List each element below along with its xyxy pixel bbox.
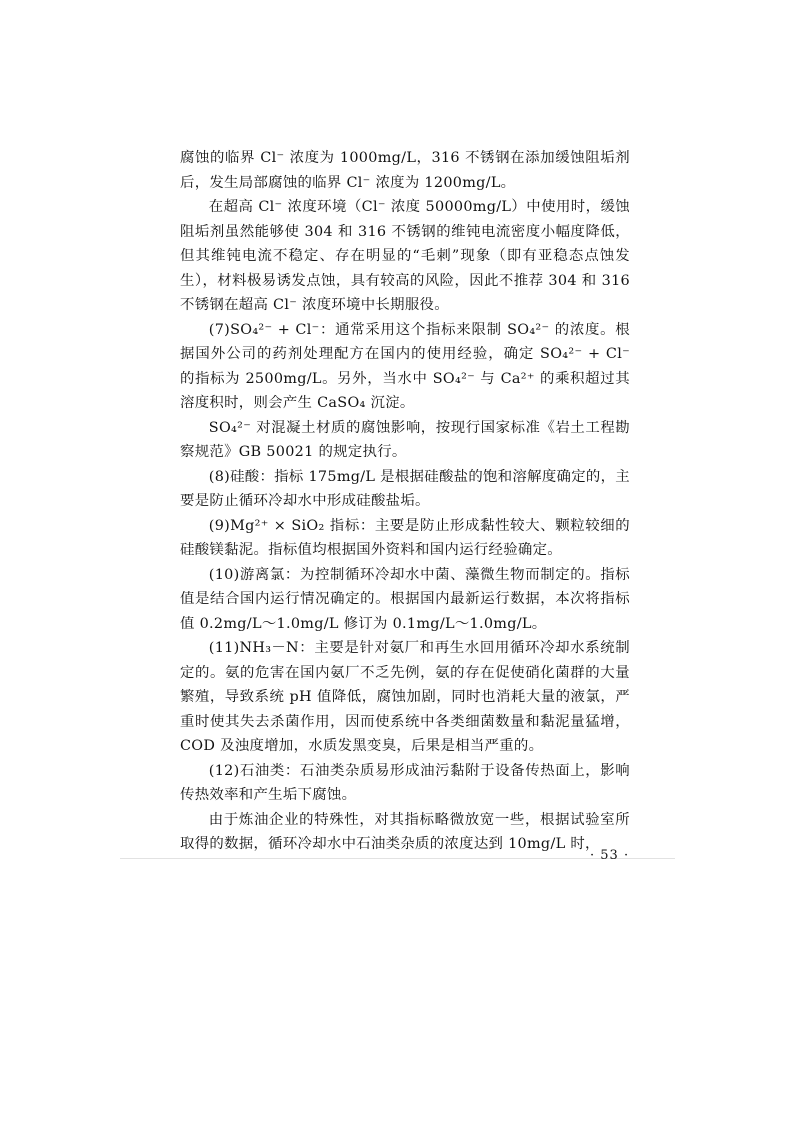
paragraph-3: (7)SO₄²⁻ + Cl⁻：通常采用这个指标来限制 SO₄²⁻ 的浓度。根据国外公司的药剂处理配方在国内的使用经验，确定 SO₄²⁻ + Cl⁻ 的指标为 2500mg/L。另外，当水中 SO₄²⁻ 与 Ca²⁺ 的乘积超过其溶度积时，则会产生 CaSO₄ 沉淀。 [180, 321, 630, 411]
paragraph-5: (8)硅酸：指标 175mg/L 是根据硅酸盐的饱和溶解度确定的，主要是防止循环冷却水中形成硅酸盐垢。 [180, 468, 630, 509]
page-number: · 53 · [590, 848, 630, 863]
paragraph-1: 腐蚀的临界 Cl⁻ 浓度为 1000mg/L，316 不锈钢在添加缓蚀阻垢剂后，发生局部腐蚀的临界 Cl⁻ 浓度为 1200mg/L。 [180, 150, 630, 191]
paragraph-10: 由于炼油企业的特殊性，对其指标略微放宽一些，根据试验室所取得的数据，循环冷却水中石油类杂质的浓度达到 10mg/L 时， [180, 811, 630, 852]
paragraph-2: 在超高 Cl⁻ 浓度环境（Cl⁻ 浓度 50000mg/L）中使用时，缓蚀阻垢剂虽然能够使 304 和 316 不锈钢的维钝电流密度小幅度降低，但其维钝电流不稳定、存在明显的“毛刺”现象（即有亚稳态点蚀发生），材料极易诱发点蚀，具有较高的风险，因此不推荐 304 和 316 不锈钢在超高 Cl⁻ 浓度环境中长期服役。 [180, 199, 630, 313]
paragraph-9: (12)石油类：石油类杂质易形成油污黏附于设备传热面上，影响传热效率和产生垢下腐蚀。 [180, 762, 630, 803]
paragraph-6: (9)Mg²⁺ × SiO₂ 指标：主要是防止形成黏性较大、颗粒较细的硅酸镁黏泥。指标值均根据国外资料和国内运行经验确定。 [180, 517, 630, 558]
paragraph-7: (10)游离氯：为控制循环冷却水中菌、藻微生物而制定的。指标值是结合国内运行情况确定的。根据国内最新运行数据，本次将指标值 0.2mg/L～1.0mg/L 修订为 0.1mg/L～1.0mg/L。 [180, 566, 630, 632]
paragraph-8: (11)NH₃－N：主要是针对氨厂和再生水回用循环冷却水系统制定的。氨的危害在国内氨厂不乏先例，氨的存在促使硝化菌群的大量繁殖，导致系统 pH 值降低，腐蚀加剧，同时也消耗大量的液氯，严重时使其失去杀菌作用，因而使系统中各类细菌数量和黏泥量猛增，COD 及浊度增加，水质发黑变臭，后果是相当严重的。 [180, 640, 630, 754]
paragraph-4: SO₄²⁻ 对混凝土材质的腐蚀影响，按现行国家标准《岩土工程勘察规范》GB 50021 的规定执行。 [180, 419, 630, 460]
body-text [180, 146, 630, 857]
